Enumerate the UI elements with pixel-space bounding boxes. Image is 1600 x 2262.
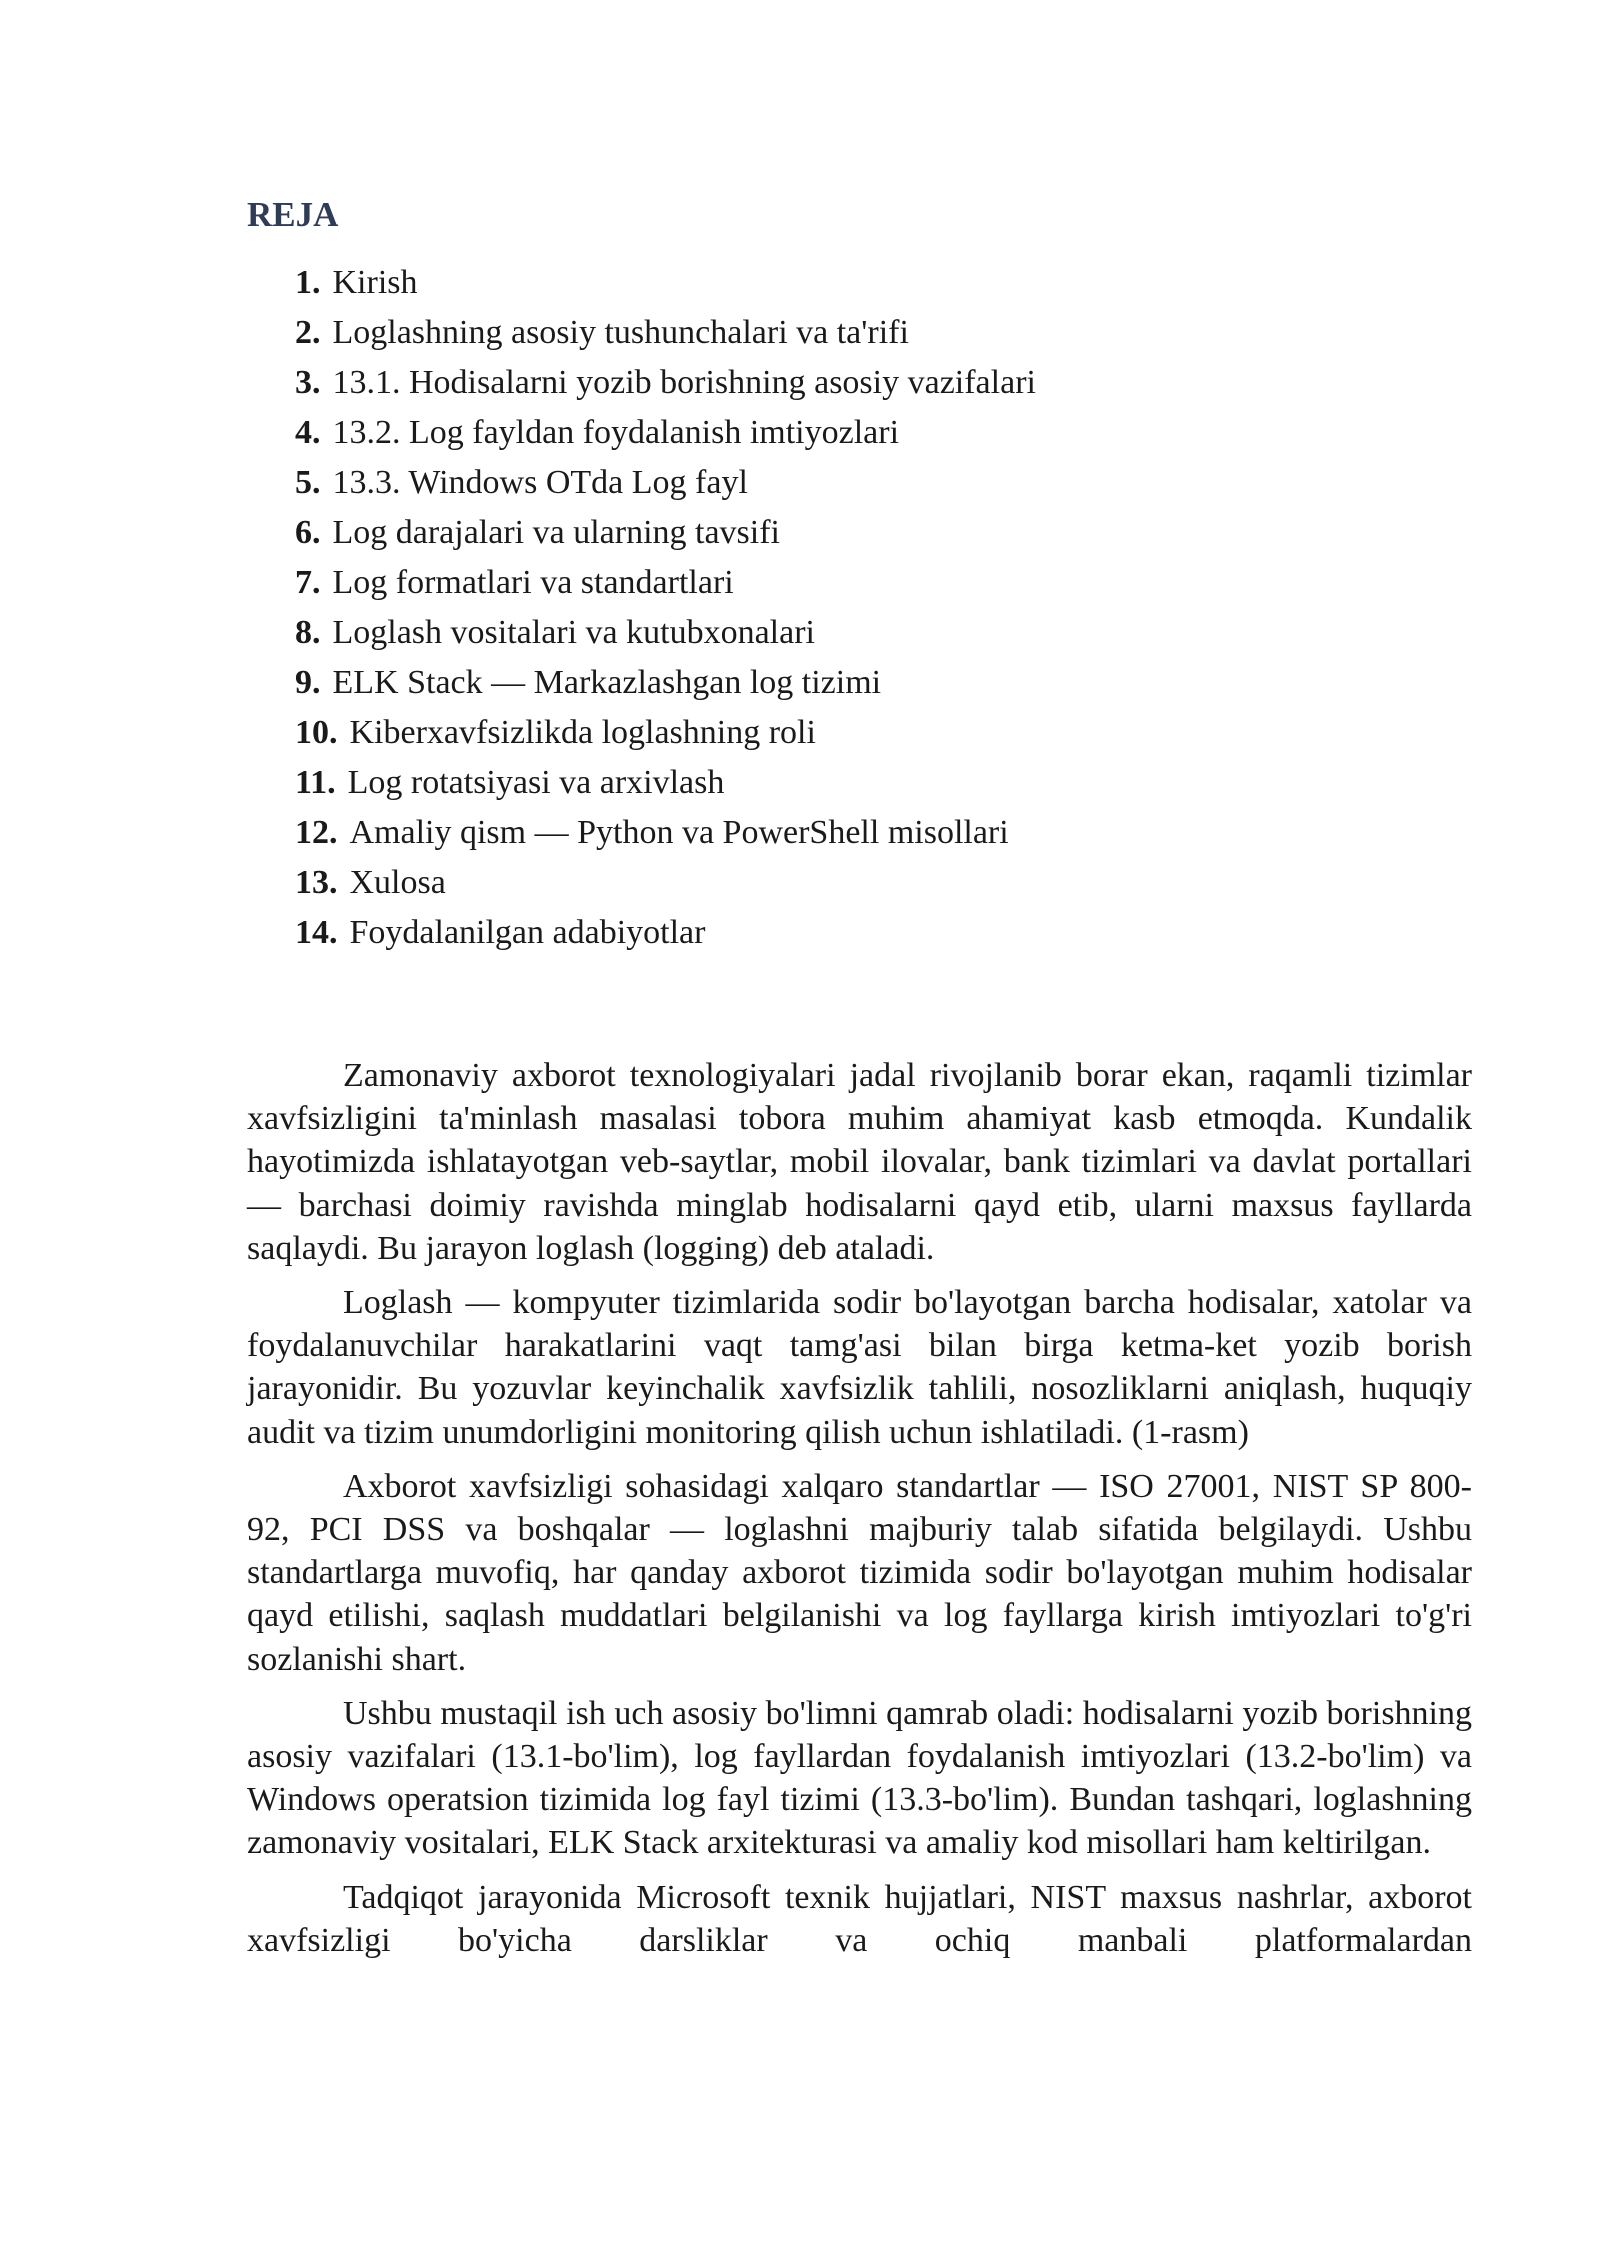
toc-item xyxy=(295,608,1036,658)
toc-item-text: Xulosa xyxy=(349,864,446,901)
body-text xyxy=(247,1054,1472,1973)
toc-item-number: 11. xyxy=(295,764,336,801)
toc-item xyxy=(295,708,1036,758)
toc-item-text: Kirish xyxy=(332,264,418,301)
toc-item-text: Log rotatsiyasi va arxivlash xyxy=(347,764,725,801)
toc-item xyxy=(295,408,1036,458)
toc-item-number: 10. xyxy=(295,714,338,751)
paragraph-standards: Axborot xavfsizligi sohasidagi xalqaro standartlar — ISO 27001, NIST SP 800-92, PCI DSS va boshqalar — loglashni majburiy talab sifatida belgilaydi. Ushbu standartlarga muvofiq, har qanday axborot tizimida sodir bo'layotgan muhim hodisalar qayd etilishi, saqlash muddatlari belgilanishi va log fayllarga kirish imtiyozlari to'g'ri sozlanishi shart. xyxy=(247,1467,1472,1678)
toc-item-number: 9. xyxy=(295,664,321,701)
toc-item-text: 13.2. Log fayldan foydalanish imtiyozlari xyxy=(332,414,900,451)
toc-item-number: 5. xyxy=(295,464,321,501)
toc-item-text: 13.3. Windows OTda Log fayl xyxy=(332,464,748,501)
toc-item-number: 12. xyxy=(295,814,338,851)
toc-item-number: 3. xyxy=(295,364,321,401)
toc-item-text: Log formatlari va standartlari xyxy=(332,564,734,601)
toc-item-text: Log darajalari va ularning tavsifi xyxy=(332,514,780,551)
toc-item xyxy=(295,558,1036,608)
toc-item xyxy=(295,758,1036,808)
toc-item-number: 14. xyxy=(295,914,338,951)
toc-item xyxy=(295,358,1036,408)
toc-item xyxy=(295,258,1036,308)
toc-item-number: 4. xyxy=(295,414,321,451)
toc-item-text: Foydalanilgan adabiyotlar xyxy=(349,914,706,951)
toc-item xyxy=(295,458,1036,508)
toc-item xyxy=(295,508,1036,558)
toc-item xyxy=(295,658,1036,708)
toc-item-number: 1. xyxy=(295,264,321,301)
toc-item xyxy=(295,858,1036,908)
table-of-contents xyxy=(295,258,1036,958)
toc-item-number: 8. xyxy=(295,614,321,651)
toc-item-text: ELK Stack — Markazlashgan log tizimi xyxy=(332,664,882,701)
toc-item-text: Amaliy qism — Python va PowerShell misollari xyxy=(349,814,1009,851)
paragraph-scope: Ushbu mustaqil ish uch asosiy bo'limni qamrab oladi: hodisalarni yozib borishning asosiy vazifalari (13.1-bo'lim), log fayllardan foydalanish imtiyozlari (13.2-bo'lim) va Windows operatsion tizimida log fayl tizimi (13.3-bo'lim). Bundan tashqari, loglashning zamonaviy vositalari, ELK Stack arxitekturasi va amaliy kod misollari ham keltirilgan. xyxy=(247,1694,1472,1862)
page-title: REJA xyxy=(247,195,339,234)
toc-item xyxy=(295,808,1036,858)
toc-item-text: Loglashning asosiy tushunchalari va ta'rifi xyxy=(332,314,909,351)
toc-item-text: Kiberxavfsizlikda loglashning roli xyxy=(349,714,816,751)
toc-item-number: 13. xyxy=(295,864,338,901)
paragraph-sources: Tadqiqot jarayonida Microsoft texnik hujjatlari, NIST maxsus nashrlar, axborot xavfsizligi bo'yicha darsliklar va ochiq manbali platformalardan xyxy=(247,1878,1472,1959)
paragraph-definition: Loglash — kompyuter tizimlarida sodir bo'layotgan barcha hodisalar, xatolar va foydalanuvchilar harakatlarini vaqt tamg'asi bilan birga ketma-ket yozib borish jarayonidir. Bu yozuvlar keyinchalik xavfsizlik tahlili, nosozliklarni aniqlash, huquqiy audit va tizim unumdorligini monitoring qilish uchun ishlatiladi. (1-rasm) xyxy=(247,1284,1472,1451)
toc-item-number: 2. xyxy=(295,314,321,351)
toc-item-text: Loglash vositalari va kutubxonalari xyxy=(332,614,815,651)
toc-item-number: 6. xyxy=(295,514,321,551)
toc-item-number: 7. xyxy=(295,564,321,601)
paragraph-intro: Zamonaviy axborot texnologiyalari jadal rivojlanib borar ekan, raqamli tizimlar xavfsizligini ta'minlash masalasi tobora muhim ahamiyat kasb etmoqda. Kundalik hayotimizda ishlatayotgan veb-saytlar, mobil ilovalar, bank tizimlari va davlat portallari — barchasi doimiy ravishda minglab hodisalarni qayd etib, ularni maxsus fayllarda saqlaydi. Bu jarayon loglash (logging) deb ataladi. xyxy=(247,1057,1472,1267)
toc-item-text: 13.1. Hodisalarni yozib borishning asosiy vazifalari xyxy=(332,364,1036,401)
toc-item xyxy=(295,308,1036,358)
toc-item xyxy=(295,908,1036,958)
